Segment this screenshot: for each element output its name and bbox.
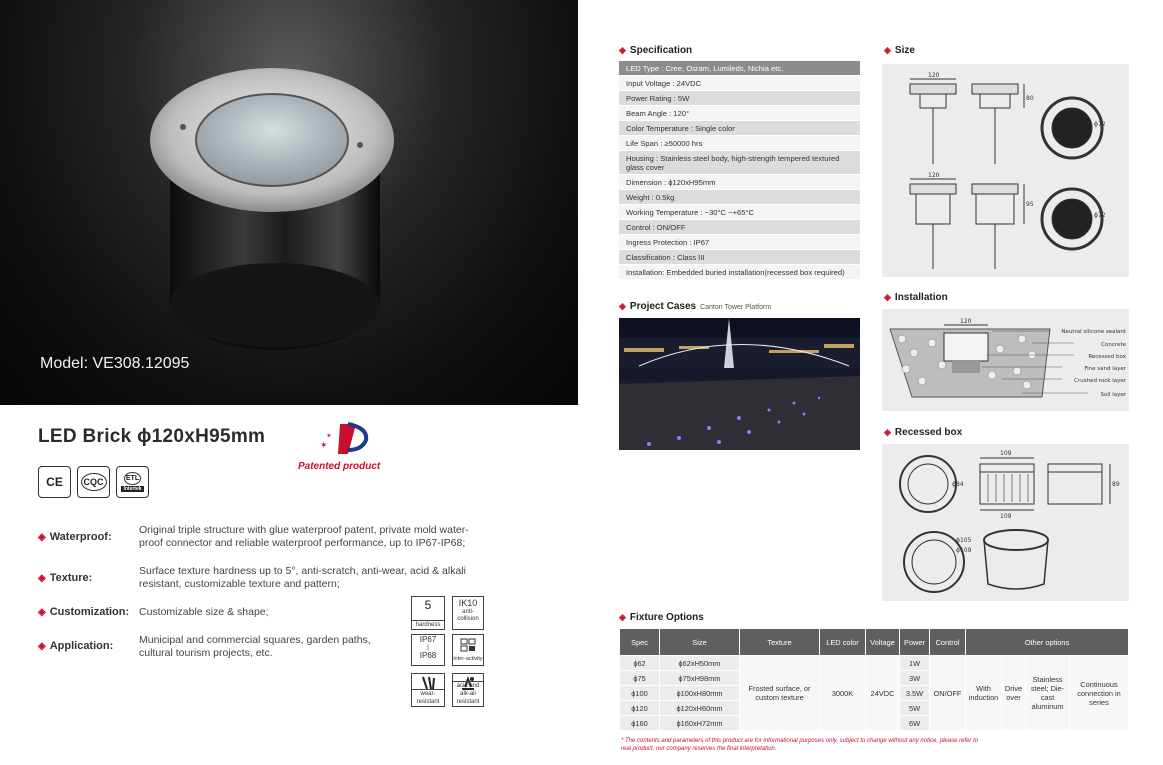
cell-other-drive: Drive over (1002, 656, 1026, 731)
model-number: Model: VE308.12095 (40, 355, 190, 372)
hardness-value: 5 (424, 598, 432, 612)
acid-label: acid and alk-ali resistant (453, 681, 483, 706)
diamond-icon: ◈ (884, 292, 891, 302)
cell-size: ϕ75xH98mm (660, 671, 740, 686)
spec-list (619, 61, 860, 280)
spec-row: Life Span : ≥50000 hrs (619, 136, 860, 151)
header-led-color: LED color (820, 629, 866, 656)
installation-title: Installation (894, 292, 948, 303)
fixture-options-table (619, 628, 1129, 731)
product-title: LED Brick ϕ120xH95mm (38, 426, 266, 447)
size-dim-w2: 120 (928, 172, 940, 179)
size-dim-h1: 80 (1026, 95, 1034, 102)
cell-control: ON/OFF (930, 656, 966, 731)
spec-row: Control : ON/OFF (619, 220, 860, 235)
cell-voltage: 24VDC (866, 656, 900, 731)
cell-power: 3W (900, 671, 930, 686)
recessed-box-diagram (882, 444, 1129, 601)
cqc-cert-icon (77, 466, 110, 498)
spec-row: Housing : Stainless steel body, high-strength tempered textured glass cover (619, 151, 860, 175)
specification-heading (619, 45, 692, 56)
cell-power: 5W (900, 701, 930, 716)
etl-cert-label: ETL (124, 472, 141, 485)
install-label-soil: Soil layer (1100, 392, 1126, 398)
project-cases-heading (619, 301, 771, 312)
wear-label: wear-resistant (412, 689, 444, 706)
fixture-header-row (620, 629, 1129, 656)
cell-power: 1W (900, 656, 930, 671)
project-scene (619, 318, 860, 450)
installation-diagram (882, 309, 1129, 411)
install-label-recessed-box: Recessed box (1088, 354, 1126, 360)
install-dim: 120 (960, 318, 972, 325)
diamond-icon: ◈ (884, 45, 891, 55)
feature-label-text: Waterproof: (49, 531, 112, 543)
interactivity-label: inter-activity (453, 656, 483, 662)
header-control: Control (930, 629, 966, 656)
acid-alkali-badge (452, 673, 484, 707)
diamond-icon: ◈ (884, 427, 891, 437)
recess-dim-dia2: ϕ105 (956, 537, 972, 544)
product-photo (0, 0, 578, 405)
spec-row: Power Rating : 5W (619, 91, 860, 106)
header-power: Power (900, 629, 930, 656)
cell-size: ϕ62xH50mm (660, 656, 740, 671)
install-label-sand: Fine sand layer (1084, 366, 1126, 372)
header-voltage: Voltage (866, 629, 900, 656)
cell-texture: Frosted surface, or custom texture (740, 656, 820, 731)
feature-label-text: Texture: (49, 572, 93, 584)
ip-bottom: IP68 (419, 651, 437, 660)
installation-drawing (882, 309, 1129, 411)
header-size: Size (660, 629, 740, 656)
feature-label-application (38, 640, 113, 652)
size-heading (884, 45, 915, 56)
spec-row: Color Temperature : Single color (619, 121, 860, 136)
diamond-icon: ◈ (619, 45, 626, 55)
svg-text:✶: ✶ (320, 441, 328, 451)
ik-badge (452, 596, 484, 630)
feature-label-waterproof (38, 531, 112, 543)
feature-label-customization (38, 606, 129, 618)
spec-row: Working Temperature : −30°C ~+65°C (619, 205, 860, 220)
product-image (0, 0, 578, 405)
recessed-box-heading (884, 427, 962, 438)
fixture-options-title: Fixture Options (629, 612, 704, 623)
cell-other-series: Continuous connection in series (1070, 656, 1129, 731)
cell-power: 6W (900, 716, 930, 731)
feature-text-customization: Customizable size & shape; (139, 606, 269, 618)
ip-top: IP67 (419, 635, 437, 644)
recess-dim-side: 89 (1112, 481, 1120, 488)
ip-divider: | (427, 645, 429, 651)
recessed-box-drawing (882, 444, 1129, 601)
svg-text:✶: ✶ (326, 432, 332, 440)
spec-row: Weight : 0.5kg (619, 190, 860, 205)
size-dim-w1: 120 (928, 72, 940, 79)
size-dim-h2: 95 (1026, 201, 1034, 208)
cell-size: ϕ100xH80mm (660, 686, 740, 701)
wear-resistant-badge (411, 673, 445, 707)
diamond-icon: ◈ (619, 301, 626, 311)
cell-other-induction: With induction (966, 656, 1002, 731)
etl-cert-icon (116, 466, 149, 498)
spec-row: LED Type : Cree, Osram, Lumileds, Nichia etc. (619, 61, 860, 76)
spec-row: Beam Angle : 120° (619, 106, 860, 121)
ip-badge (411, 634, 445, 666)
diamond-icon: ◈ (38, 573, 46, 584)
cell-other-material: Stainless steel; Die-cast aluminum (1026, 656, 1070, 731)
size-dim-d1: ϕ72 (1094, 121, 1106, 128)
install-label-sealant: Neutral silicone sealant (1061, 329, 1126, 335)
diamond-icon: ◈ (38, 532, 46, 543)
cell-spec: ϕ62 (620, 656, 660, 671)
header-spec: Spec (620, 629, 660, 656)
etl-cert-sub: Intertek (123, 486, 142, 492)
spec-row: Input Voltage : 24VDC (619, 76, 860, 91)
feature-text-application: Municipal and commercial squares, garden paths, cultural tourism projects, etc. (139, 634, 371, 659)
recess-dim-dia: ϕ84 (952, 481, 964, 488)
install-label-concrete: Concrete (1101, 342, 1126, 348)
interactivity-icon (459, 637, 477, 653)
diamond-icon: ◈ (619, 612, 626, 622)
feature-text-texture: Surface texture hardness up to 5°, anti-scratch, anti-wear, acid & alkali resistant, customizable texture and pattern; (139, 565, 466, 590)
cqc-cert-label: CQC (81, 473, 107, 491)
hardness-badge (411, 596, 445, 630)
cell-size: ϕ120xH60mm (660, 701, 740, 716)
diamond-icon: ◈ (38, 641, 46, 652)
recess-dim-dia3: ϕ109 (956, 547, 972, 554)
feature-text-waterproof: Original triple structure with glue waterproof patent, private mold water-proof connector and reliable waterproof performance, up to IP67-IP68; (139, 524, 469, 549)
patent-logo (318, 420, 370, 458)
ik-label: anti-collision (457, 609, 479, 622)
recess-dim-bottom: 109 (1000, 513, 1012, 520)
installation-heading (884, 292, 948, 303)
cell-spec: ϕ75 (620, 671, 660, 686)
cell-size: ϕ160xH72mm (660, 716, 740, 731)
spec-row: Installation: Embedded buried installation(recessed box required) (619, 265, 860, 280)
patented-product-label: Patented product (298, 461, 381, 472)
cell-led-color: 3000K (820, 656, 866, 731)
hardness-label: hardness (412, 620, 444, 629)
project-cases-title: Project Cases (629, 301, 697, 312)
interactivity-badge (452, 634, 484, 666)
ce-cert-icon: CE (38, 466, 71, 498)
spec-row: Ingress Protection : IP67 (619, 235, 860, 250)
size-dim-d2: ϕ72 (1094, 212, 1106, 219)
header-texture: Texture (740, 629, 820, 656)
cell-spec: ϕ160 (620, 716, 660, 731)
table-row (620, 656, 1129, 671)
install-label-rock: Crushed rock layer (1074, 378, 1126, 384)
project-photo (619, 318, 860, 450)
feature-label-text: Customization: (49, 606, 130, 618)
size-drawing (882, 64, 1129, 277)
header-other: Other options (966, 629, 1129, 656)
footnote: * The contents and parameters of this product are for informational purposes only, subject to change without any notice, please refer to real product, our company reserves the final interpretation. (621, 738, 979, 752)
feature-label-text: Application: (49, 640, 114, 652)
recessed-box-title: Recessed box (894, 427, 963, 438)
recess-dim-top: 109 (1000, 450, 1012, 457)
size-diagram (882, 64, 1129, 277)
diamond-icon: ◈ (38, 607, 46, 618)
specification-title: Specification (629, 45, 693, 56)
spec-row: Classification : Class III (619, 250, 860, 265)
fixture-options-heading (619, 612, 704, 623)
spec-row: Dimension : ϕ120xH95mm (619, 175, 860, 190)
size-title: Size (894, 45, 915, 56)
cell-power: 3.5W (900, 686, 930, 701)
feature-label-texture (38, 572, 92, 584)
cell-spec: ϕ100 (620, 686, 660, 701)
cell-spec: ϕ120 (620, 701, 660, 716)
project-cases-sub: Canton Tower Platform (700, 304, 772, 311)
ik-value: IK10 (458, 598, 478, 608)
